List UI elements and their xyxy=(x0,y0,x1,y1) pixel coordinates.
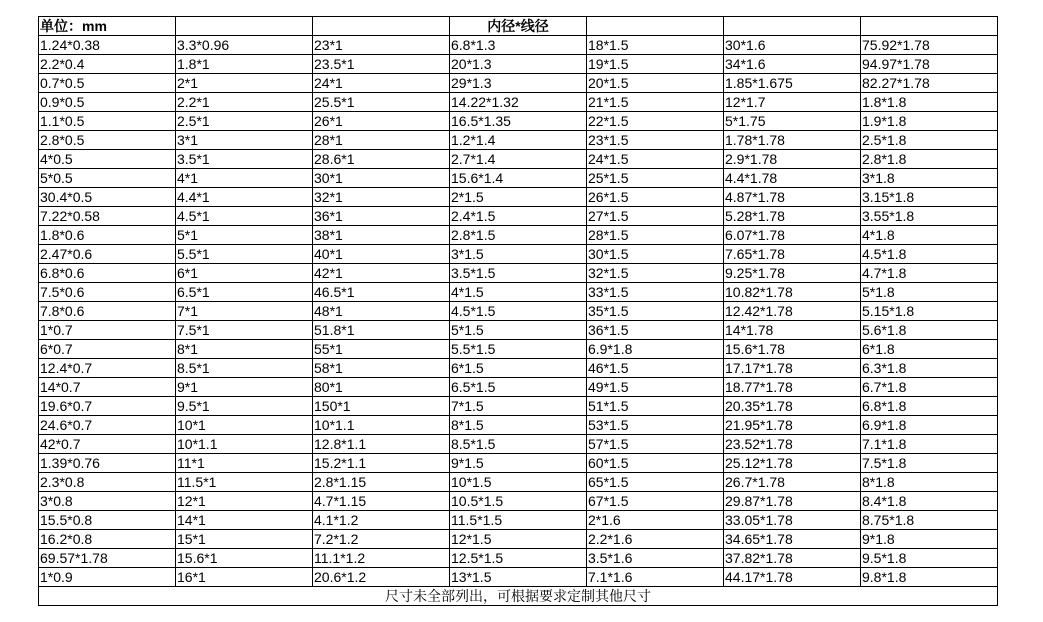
table-cell: 15.6*1 xyxy=(176,549,313,568)
table-row xyxy=(39,454,998,473)
table-cell: 5.15*1.8 xyxy=(861,302,998,321)
table-cell: 6.9*1.8 xyxy=(587,340,724,359)
table-cell: 4.5*1.8 xyxy=(861,245,998,264)
table-cell: 10*1.1 xyxy=(176,435,313,454)
table-cell: 9.5*1.8 xyxy=(861,549,998,568)
table-cell: 15*1 xyxy=(176,530,313,549)
footer-row xyxy=(39,587,998,606)
table-row xyxy=(39,473,998,492)
table-cell: 49*1.5 xyxy=(587,378,724,397)
table-cell: 1.9*1.8 xyxy=(861,112,998,131)
table-cell: 5.5*1.5 xyxy=(450,340,587,359)
table-cell: 15.2*1.1 xyxy=(313,454,450,473)
table-cell: 65*1.5 xyxy=(587,473,724,492)
table-cell: 10.5*1.5 xyxy=(450,492,587,511)
table-cell: 26*1 xyxy=(313,112,450,131)
table-row xyxy=(39,93,998,112)
table-row xyxy=(39,397,998,416)
table-cell: 23.5*1 xyxy=(313,55,450,74)
table-cell: 25*1.5 xyxy=(587,169,724,188)
table-cell: 2.4*1.5 xyxy=(450,207,587,226)
table-cell: 40*1 xyxy=(313,245,450,264)
table-cell: 1*0.7 xyxy=(39,321,176,340)
table-cell: 24*1.5 xyxy=(587,150,724,169)
table-cell: 53*1.5 xyxy=(587,416,724,435)
table-cell: 1.24*0.38 xyxy=(39,36,176,55)
table-cell: 3*1 xyxy=(176,131,313,150)
table-row xyxy=(39,321,998,340)
table-cell: 32*1.5 xyxy=(587,264,724,283)
table-cell: 8.5*1.5 xyxy=(450,435,587,454)
table-cell: 26.7*1.78 xyxy=(724,473,861,492)
table-cell: 3.5*1 xyxy=(176,150,313,169)
table-cell: 10*1.5 xyxy=(450,473,587,492)
table-cell: 9.5*1 xyxy=(176,397,313,416)
table-cell: 5.28*1.78 xyxy=(724,207,861,226)
table-cell: 7.5*0.6 xyxy=(39,283,176,302)
table-row xyxy=(39,226,998,245)
table-row xyxy=(39,530,998,549)
table-cell: 9*1.5 xyxy=(450,454,587,473)
table-cell: 55*1 xyxy=(313,340,450,359)
table-cell: 5*1.5 xyxy=(450,321,587,340)
table-cell: 9.25*1.78 xyxy=(724,264,861,283)
table-cell: 37.82*1.78 xyxy=(724,549,861,568)
table-cell: 33*1.5 xyxy=(587,283,724,302)
table-cell: 24*1 xyxy=(313,74,450,93)
table-cell: 30*1 xyxy=(313,169,450,188)
table-cell: 4.87*1.78 xyxy=(724,188,861,207)
table-cell: 2.2*0.4 xyxy=(39,55,176,74)
table-cell: 2.9*1.78 xyxy=(724,150,861,169)
table-cell: 34.65*1.78 xyxy=(724,530,861,549)
table-cell: 80*1 xyxy=(313,378,450,397)
table-row xyxy=(39,302,998,321)
table-cell: 32*1 xyxy=(313,188,450,207)
table-cell: 5.6*1.8 xyxy=(861,321,998,340)
table-cell: 7.1*1.6 xyxy=(587,568,724,587)
table-cell: 19*1.5 xyxy=(587,55,724,74)
table-cell: 8*1 xyxy=(176,340,313,359)
table-cell: 20*1.3 xyxy=(450,55,587,74)
table-row xyxy=(39,435,998,454)
table-cell: 7.8*0.6 xyxy=(39,302,176,321)
table-cell: 30*1.6 xyxy=(724,36,861,55)
table-cell: 29.87*1.78 xyxy=(724,492,861,511)
table-row xyxy=(39,188,998,207)
table-cell: 3*1.8 xyxy=(861,169,998,188)
table-row xyxy=(39,549,998,568)
table-cell: 57*1.5 xyxy=(587,435,724,454)
table-row xyxy=(39,378,998,397)
table-cell: 11*1 xyxy=(176,454,313,473)
table-cell: 4*1.5 xyxy=(450,283,587,302)
table-cell: 2*1.5 xyxy=(450,188,587,207)
table-cell: 12.42*1.78 xyxy=(724,302,861,321)
table-cell: 8.4*1.8 xyxy=(861,492,998,511)
table-cell: 2.8*1.5 xyxy=(450,226,587,245)
table-cell: 1.85*1.675 xyxy=(724,74,861,93)
table-row xyxy=(39,492,998,511)
table-cell: 18.77*1.78 xyxy=(724,378,861,397)
table-cell: 24.6*0.7 xyxy=(39,416,176,435)
table-cell: 5*1 xyxy=(176,226,313,245)
table-cell: 23*1 xyxy=(313,36,450,55)
table-cell: 6*1.5 xyxy=(450,359,587,378)
table-cell: 4.5*1.5 xyxy=(450,302,587,321)
table-title: 内径*线径 xyxy=(450,17,587,36)
table-cell: 5*1.75 xyxy=(724,112,861,131)
table-cell: 1.8*0.6 xyxy=(39,226,176,245)
table-cell: 3.5*1.6 xyxy=(587,549,724,568)
table-cell: 82.27*1.78 xyxy=(861,74,998,93)
table-cell: 28.6*1 xyxy=(313,150,450,169)
table-cell: 4.5*1 xyxy=(176,207,313,226)
table-cell: 14.22*1.32 xyxy=(450,93,587,112)
table-cell: 3.15*1.8 xyxy=(861,188,998,207)
table-cell: 5*0.5 xyxy=(39,169,176,188)
table-cell: 16*1 xyxy=(176,568,313,587)
table-cell: 2.47*0.6 xyxy=(39,245,176,264)
table-cell: 5.5*1 xyxy=(176,245,313,264)
table-cell: 13*1.5 xyxy=(450,568,587,587)
table-cell: 14*0.7 xyxy=(39,378,176,397)
table-cell: 6*1.8 xyxy=(861,340,998,359)
table-cell: 2.7*1.4 xyxy=(450,150,587,169)
table-cell: 75.92*1.78 xyxy=(861,36,998,55)
table-cell: 30.4*0.5 xyxy=(39,188,176,207)
table-cell: 17.17*1.78 xyxy=(724,359,861,378)
table-cell: 6.8*1.3 xyxy=(450,36,587,55)
table-cell: 8*1.8 xyxy=(861,473,998,492)
table-cell: 6.7*1.8 xyxy=(861,378,998,397)
table-cell: 3.3*0.96 xyxy=(176,36,313,55)
table-cell: 10.82*1.78 xyxy=(724,283,861,302)
table-cell: 11.5*1 xyxy=(176,473,313,492)
table-cell: 28*1.5 xyxy=(587,226,724,245)
table-cell: 12*1 xyxy=(176,492,313,511)
table-cell: 2.5*1 xyxy=(176,112,313,131)
table-cell: 21*1.5 xyxy=(587,93,724,112)
table-cell: 4.4*1 xyxy=(176,188,313,207)
table-cell: 51.8*1 xyxy=(313,321,450,340)
table-cell: 7.22*0.58 xyxy=(39,207,176,226)
table-cell: 33.05*1.78 xyxy=(724,511,861,530)
table-row xyxy=(39,74,998,93)
table-cell: 15.5*0.8 xyxy=(39,511,176,530)
table-cell: 51*1.5 xyxy=(587,397,724,416)
size-table xyxy=(38,16,998,606)
table-cell: 8.75*1.8 xyxy=(861,511,998,530)
table-cell: 18*1.5 xyxy=(587,36,724,55)
table-row xyxy=(39,568,998,587)
table-cell: 15.6*1.4 xyxy=(450,169,587,188)
table-cell: 2.2*1.6 xyxy=(587,530,724,549)
table-cell: 1.39*0.76 xyxy=(39,454,176,473)
table-cell: 42*1 xyxy=(313,264,450,283)
table-cell: 2.8*1.15 xyxy=(313,473,450,492)
table-cell: 46*1.5 xyxy=(587,359,724,378)
table-row xyxy=(39,112,998,131)
table-cell: 0.9*0.5 xyxy=(39,93,176,112)
table-cell: 4.7*1.15 xyxy=(313,492,450,511)
table-cell: 0.7*0.5 xyxy=(39,74,176,93)
table-cell: 10*1.1 xyxy=(313,416,450,435)
table-cell: 29*1.3 xyxy=(450,74,587,93)
table-cell: 4.1*1.2 xyxy=(313,511,450,530)
table-cell: 60*1.5 xyxy=(587,454,724,473)
table-cell: 6*0.7 xyxy=(39,340,176,359)
table-cell: 6*1 xyxy=(176,264,313,283)
table-cell: 2.3*0.8 xyxy=(39,473,176,492)
table-cell: 22*1.5 xyxy=(587,112,724,131)
table-cell: 3*1.5 xyxy=(450,245,587,264)
table-cell: 20.6*1.2 xyxy=(313,568,450,587)
table-cell: 58*1 xyxy=(313,359,450,378)
table-cell: 12*1.5 xyxy=(450,530,587,549)
table-cell: 7.2*1.2 xyxy=(313,530,450,549)
table-cell: 16.2*0.8 xyxy=(39,530,176,549)
table-cell: 2*1 xyxy=(176,74,313,93)
table-cell: 8.5*1 xyxy=(176,359,313,378)
table-cell: 2*1.6 xyxy=(587,511,724,530)
table-cell: 2.2*1 xyxy=(176,93,313,112)
table-cell: 16.5*1.35 xyxy=(450,112,587,131)
table-row xyxy=(39,340,998,359)
table-cell: 6.8*0.6 xyxy=(39,264,176,283)
table-cell: 150*1 xyxy=(313,397,450,416)
table-cell: 7.5*1 xyxy=(176,321,313,340)
table-cell: 9*1 xyxy=(176,378,313,397)
table-cell: 11.5*1.5 xyxy=(450,511,587,530)
table-cell: 4*1.8 xyxy=(861,226,998,245)
table-cell: 30*1.5 xyxy=(587,245,724,264)
table-cell: 2.8*1.8 xyxy=(861,150,998,169)
table-cell: 3.55*1.8 xyxy=(861,207,998,226)
table-cell: 1*0.9 xyxy=(39,568,176,587)
table-row xyxy=(39,207,998,226)
table-cell: 5*1.8 xyxy=(861,283,998,302)
table-cell: 67*1.5 xyxy=(587,492,724,511)
table-cell: 69.57*1.78 xyxy=(39,549,176,568)
table-cell: 12.8*1.1 xyxy=(313,435,450,454)
table-cell: 20.35*1.78 xyxy=(724,397,861,416)
table-cell: 7*1.5 xyxy=(450,397,587,416)
table-row xyxy=(39,55,998,74)
table-cell: 4*0.5 xyxy=(39,150,176,169)
table-cell: 14*1 xyxy=(176,511,313,530)
table-cell: 9.8*1.8 xyxy=(861,568,998,587)
table-cell: 19.6*0.7 xyxy=(39,397,176,416)
table-cell: 6.9*1.8 xyxy=(861,416,998,435)
table-cell: 7.5*1.8 xyxy=(861,454,998,473)
table-cell: 15.6*1.78 xyxy=(724,340,861,359)
table-cell: 6.5*1 xyxy=(176,283,313,302)
table-cell: 11.1*1.2 xyxy=(313,549,450,568)
table-cell: 3.5*1.5 xyxy=(450,264,587,283)
table-row xyxy=(39,416,998,435)
table-cell: 26*1.5 xyxy=(587,188,724,207)
table-cell: 1.2*1.4 xyxy=(450,131,587,150)
table-cell: 6.5*1.5 xyxy=(450,378,587,397)
table-cell: 38*1 xyxy=(313,226,450,245)
table-cell: 12.5*1.5 xyxy=(450,549,587,568)
table-cell: 6.07*1.78 xyxy=(724,226,861,245)
table-row xyxy=(39,150,998,169)
table-cell: 4*1 xyxy=(176,169,313,188)
table-cell: 4.4*1.78 xyxy=(724,169,861,188)
table-cell: 94.97*1.78 xyxy=(861,55,998,74)
table-cell: 6.8*1.8 xyxy=(861,397,998,416)
table-cell: 28*1 xyxy=(313,131,450,150)
table-row xyxy=(39,264,998,283)
table-cell: 27*1.5 xyxy=(587,207,724,226)
table-cell: 7*1 xyxy=(176,302,313,321)
table-cell: 1.78*1.78 xyxy=(724,131,861,150)
table-cell: 14*1.78 xyxy=(724,321,861,340)
table-cell: 12.4*0.7 xyxy=(39,359,176,378)
table-cell: 7.1*1.8 xyxy=(861,435,998,454)
table-row xyxy=(39,511,998,530)
table-row xyxy=(39,359,998,378)
table-cell: 48*1 xyxy=(313,302,450,321)
table-cell: 6.3*1.8 xyxy=(861,359,998,378)
table-cell: 25.12*1.78 xyxy=(724,454,861,473)
table-cell: 12*1.7 xyxy=(724,93,861,112)
table-row xyxy=(39,245,998,264)
table-row xyxy=(39,131,998,150)
table-cell: 44.17*1.78 xyxy=(724,568,861,587)
table-cell: 23.52*1.78 xyxy=(724,435,861,454)
table-cell: 2.5*1.8 xyxy=(861,131,998,150)
table-cell: 3*0.8 xyxy=(39,492,176,511)
table-cell: 23*1.5 xyxy=(587,131,724,150)
table-cell: 42*0.7 xyxy=(39,435,176,454)
unit-label: 单位：mm xyxy=(39,17,176,36)
table-cell: 10*1 xyxy=(176,416,313,435)
table-cell: 20*1.5 xyxy=(587,74,724,93)
table-row xyxy=(39,283,998,302)
table-cell: 46.5*1 xyxy=(313,283,450,302)
footer-note: 尺寸未全部列出，可根据要求定制其他尺寸 xyxy=(39,587,998,606)
table-cell: 21.95*1.78 xyxy=(724,416,861,435)
table-cell: 4.7*1.8 xyxy=(861,264,998,283)
table-row xyxy=(39,169,998,188)
table-cell: 8*1.5 xyxy=(450,416,587,435)
table-cell: 9*1.8 xyxy=(861,530,998,549)
table-cell: 1.1*0.5 xyxy=(39,112,176,131)
table-cell: 25.5*1 xyxy=(313,93,450,112)
table-cell: 2.8*0.5 xyxy=(39,131,176,150)
table-cell: 36*1.5 xyxy=(587,321,724,340)
table-row xyxy=(39,36,998,55)
table-cell: 1.8*1.8 xyxy=(861,93,998,112)
table-cell: 36*1 xyxy=(313,207,450,226)
table-cell: 34*1.6 xyxy=(724,55,861,74)
table-cell: 35*1.5 xyxy=(587,302,724,321)
table-cell: 7.65*1.78 xyxy=(724,245,861,264)
header-row xyxy=(39,17,998,36)
table-cell: 1.8*1 xyxy=(176,55,313,74)
